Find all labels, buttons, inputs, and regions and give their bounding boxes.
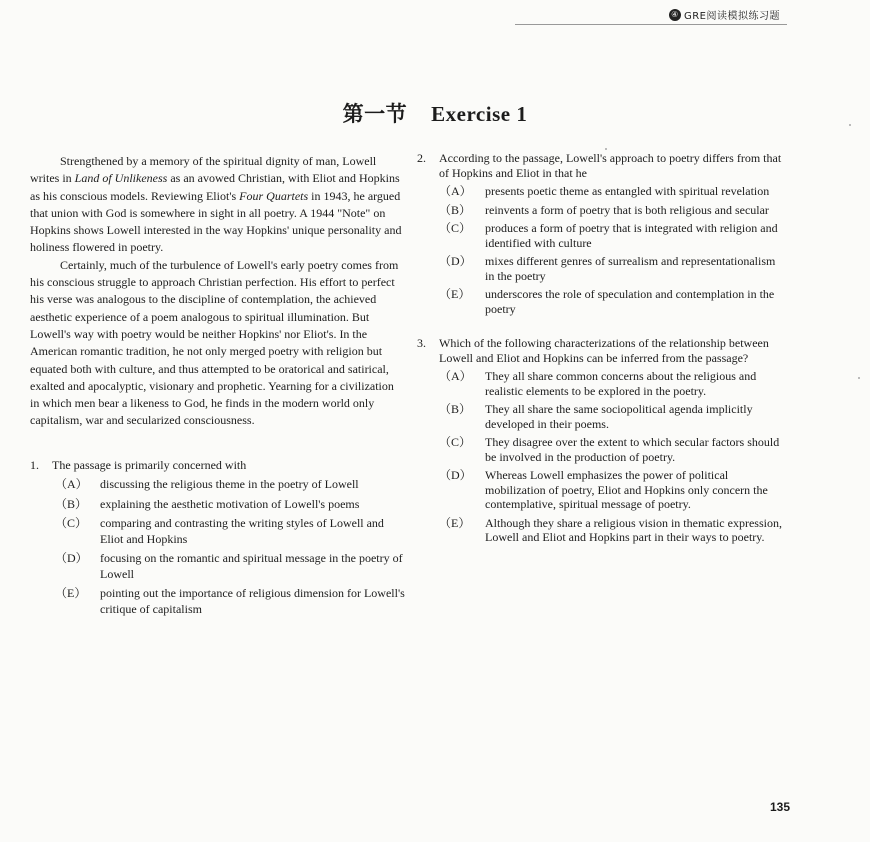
option-text: discussing the religious theme in the poetry of Lowell xyxy=(100,477,359,492)
answer-option-c[interactable] xyxy=(417,221,787,250)
answer-option-a[interactable] xyxy=(30,477,405,493)
left-column xyxy=(30,153,405,617)
answer-option-d[interactable] xyxy=(30,551,405,582)
option-label: （B） xyxy=(439,402,472,416)
option-text: explaining the aesthetic motivation of Lowell's poems xyxy=(100,496,360,511)
question-stem: The passage is primarily concerned with xyxy=(52,457,247,472)
question-1 xyxy=(30,458,405,618)
question-number: 2. xyxy=(417,151,426,165)
header-rule xyxy=(515,24,787,25)
option-text: Whereas Lowell emphasizes the power of political mobilization of poetry, Eliot and Hopkins only concern the contemplative, spiritual message of poetry. xyxy=(485,468,768,511)
option-label: （B） xyxy=(439,202,472,217)
passage-paragraph: Strengthened by a memory of the spiritual dignity of man, Lowell writes in Land of Unlikeness as an avowed Christian, with Eliot and Hopkins as his conscious models. Reviewing Eliot's Four Quartets in 1943, he argued that union with God is somewhere in sight in all poetry. A 1944 "Note" on Hopkins shows Lowell interested in the way Hopkins' unique personality and holiness flowered in poetry. xyxy=(30,154,402,255)
passage-paragraph: Certainly, much of the turbulence of Lowell's early poetry comes from his conscious struggle to approach Christian perfection. His effort to perfect his verse was analogous to the discipline of contemplation, the achieved aesthetic experience of a poem analogous to spiritual illumination. But Lowell's way with poetry would be neither Hopkins' nor Eliot's. In the American romantic tradition, he not only merged poetry with religion but equated both with culture, and thus attempted to be oratorical and satirical, exalted and apocalyptic, visionary and prophetic. Yearning for a civilization in which men bear a likeness to God, he finds in the modern world only capitalism, war and secularized consciousness. xyxy=(30,257,399,428)
answer-option-a[interactable] xyxy=(417,369,787,398)
answer-option-d[interactable] xyxy=(417,468,787,512)
option-label: （D） xyxy=(439,468,472,482)
answer-option-b[interactable] xyxy=(30,497,405,513)
question-number: 1. xyxy=(30,457,39,472)
page-number: 135 xyxy=(770,800,791,814)
option-label: （E） xyxy=(439,515,471,530)
answer-option-b[interactable] xyxy=(417,203,787,218)
question-stem: According to the passage, Lowell's approach to poetry differs from that of Hopkins and Eliot in that he xyxy=(439,151,782,180)
option-label: （B） xyxy=(55,496,88,511)
option-label: （D） xyxy=(439,254,472,268)
answer-option-c[interactable] xyxy=(417,435,787,464)
option-label: （A） xyxy=(439,369,472,383)
answer-option-a[interactable] xyxy=(417,184,787,199)
book-logo-icon: ④ xyxy=(669,9,681,21)
header-badge xyxy=(669,7,780,22)
answer-option-e[interactable] xyxy=(30,586,405,617)
option-text: Although they share a religious vision in thematic expression, Lowell and Eliot and Hopkins part in their ways to poetry. xyxy=(485,515,782,544)
right-column xyxy=(417,151,787,545)
answer-option-b[interactable] xyxy=(417,402,787,431)
option-text: They all share the same sociopolitical agenda implicitly developed in their poems. xyxy=(485,402,753,431)
title-english: Exercise 1 xyxy=(431,102,528,126)
option-text: underscores the role of speculation and contemplation in the poetry xyxy=(485,287,775,316)
option-label: （A） xyxy=(55,477,88,492)
question-stem: Which of the following characterizations of the relationship between Lowell and Eliot and Hopkins can be inferred from the passage? xyxy=(439,336,769,365)
answer-option-e[interactable] xyxy=(417,516,787,545)
option-text: They disagree over the extent to which secular factors should be involved in the production of poetry. xyxy=(485,435,780,464)
title-chinese: 第一节 xyxy=(342,102,408,126)
header-badge-text: GRE阅读模拟练习题 xyxy=(683,11,780,22)
answer-option-c[interactable] xyxy=(30,516,405,547)
answer-option-e[interactable] xyxy=(417,287,787,316)
option-text: presents poetic theme as entangled with spiritual revelation xyxy=(485,184,770,198)
option-text: focusing on the romantic and spiritual message in the poetry of Lowell xyxy=(100,551,403,581)
option-text: produces a form of poetry that is integrated with religion and identified with culture xyxy=(485,221,778,250)
option-text: reinvents a form of poetry that is both religious and secular xyxy=(485,202,769,217)
option-label: （A） xyxy=(439,184,472,198)
question-number: 3. xyxy=(417,336,426,350)
option-label: （D） xyxy=(55,551,88,566)
option-label: （C） xyxy=(439,221,472,235)
answer-option-d[interactable] xyxy=(417,254,787,283)
scan-speck xyxy=(605,148,607,150)
question-2 xyxy=(417,151,787,316)
question-3 xyxy=(417,336,787,545)
option-text: pointing out the importance of religious dimension for Lowell's critique of capitalism xyxy=(100,586,405,616)
option-label: （C） xyxy=(439,435,472,449)
option-text: mixes different genres of surrealism and representationalism in the poetry xyxy=(485,254,776,283)
scan-speck xyxy=(849,124,851,126)
scan-speck xyxy=(858,377,860,379)
option-label: （C） xyxy=(55,516,88,531)
page-title xyxy=(0,98,870,128)
option-text: They all share common concerns about the religious and realistic elements to be explored in the poetry. xyxy=(485,369,757,398)
option-label: （E） xyxy=(439,287,471,301)
option-text: comparing and contrasting the writing styles of Lowell and Eliot and Hopkins xyxy=(100,516,384,546)
option-label: （E） xyxy=(55,586,87,601)
